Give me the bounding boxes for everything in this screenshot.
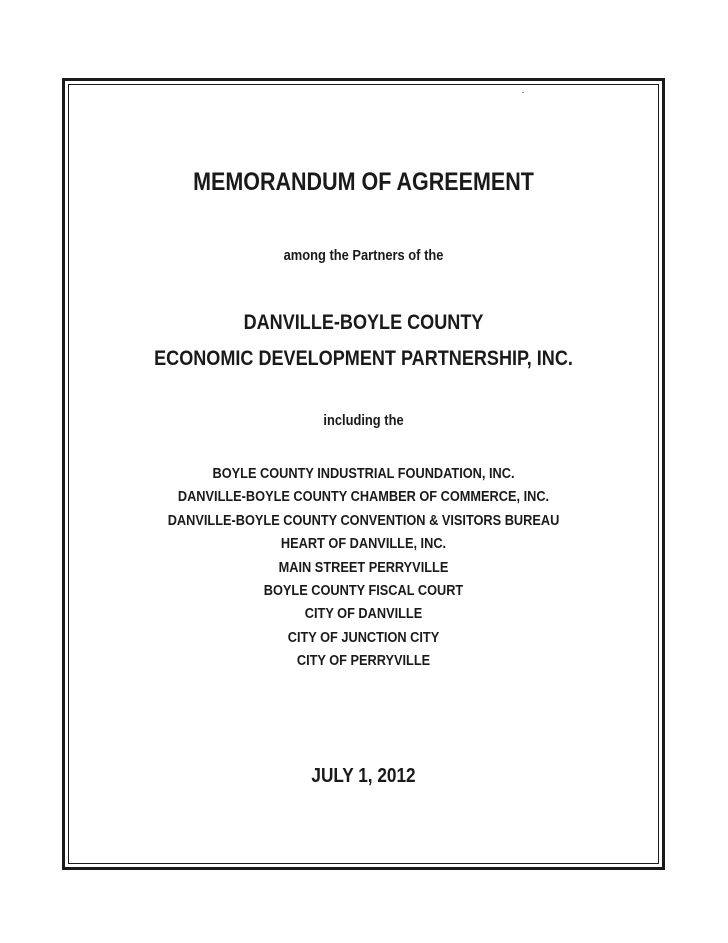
organization-name <box>111 305 616 377</box>
partner-item: CITY OF JUNCTION CITY <box>287 629 440 646</box>
partner-item: MAIN STREET PERRYVILLE <box>278 559 449 576</box>
partner-item: HEART OF DANVILLE, INC. <box>280 536 447 553</box>
among-text: among the Partners of the <box>283 247 444 264</box>
partner-item: DANVILLE-BOYLE COUNTY CHAMBER OF COMMERCE, INC. <box>177 489 550 506</box>
partner-item: BOYLE COUNTY INDUSTRIAL FOUNDATION, INC. <box>212 466 515 482</box>
organization-name-line1: DANVILLE-BOYLE COUNTY <box>243 311 484 334</box>
organization-name-line2: ECONOMIC DEVELOPMENT PARTNERSHIP, INC. <box>154 347 573 370</box>
partner-item: CITY OF PERRYVILLE <box>296 653 431 670</box>
including-text: including the <box>323 412 404 429</box>
partner-item: CITY OF DANVILLE <box>304 606 423 623</box>
document-title: MEMORANDUM OF AGREEMENT <box>193 168 534 196</box>
partners-list <box>105 463 622 674</box>
partner-item: BOYLE COUNTY FISCAL COURT <box>263 583 464 600</box>
agreement-date: JULY 1, 2012 <box>311 765 416 787</box>
scan-speck <box>522 92 524 93</box>
partner-item: DANVILLE-BOYLE COUNTY CONVENTION & VISITORS BUREAU <box>167 512 560 529</box>
